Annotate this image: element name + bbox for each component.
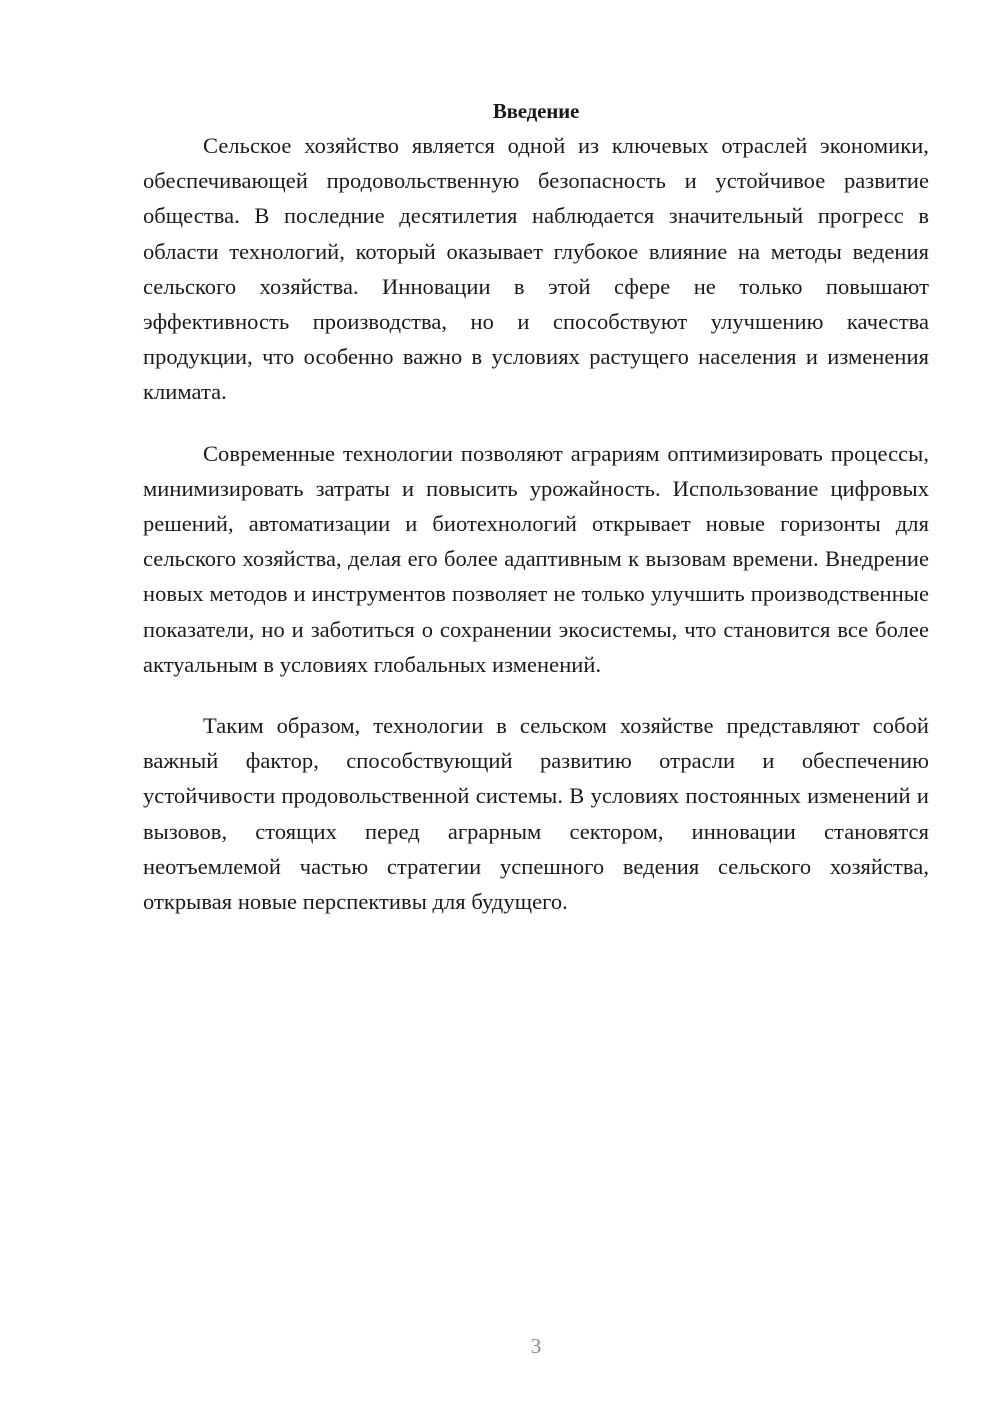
- section-heading: Введение: [492, 99, 580, 123]
- paragraph-1: Сельское хозяйство является одной из ключевых отраслей экономики, обеспечивающей продовольственную безопасность и устойчивое развитие общества. В последние десятилетия наблюдается значительный прогресс в области технологий, который оказывает глубокое влияние на методы ведения сельского хозяйства. Инновации в этой сфере не только повышают эффективность производства, но и способствуют улучшению качества продукции, что особенно важно в условиях растущего населения и изменения климата.: [143, 133, 929, 405]
- page-body: [143, 96, 929, 945]
- paragraph-3: Таким образом, технологии в сельском хозяйстве представляют собой важный фактор, способствующий развитию отрасли и обеспечению устойчивости продовольственной системы. В условиях постоянных изменений и вызовов, стоящих перед аграрным сектором, инновации становятся неотъемлемой частью стратегии успешного ведения сельского хозяйства, открывая новые перспективы для будущего.: [143, 713, 929, 915]
- page-number: 3: [530, 1334, 542, 1358]
- paragraph-2: Современные технологии позволяют аграриям оптимизировать процессы, минимизировать затраты и повысить урожайность. Использование цифровых решений, автоматизации и биотехнологий открывает новые горизонты для сельского хозяйства, делая его более адаптивным к вызовам времени. Внедрение новых методов и инструментов позволяет не только улучшить производственные показатели, но и заботиться о сохранении экосистемы, что становится все более актуальным в условиях глобальных изменений.: [143, 440, 929, 677]
